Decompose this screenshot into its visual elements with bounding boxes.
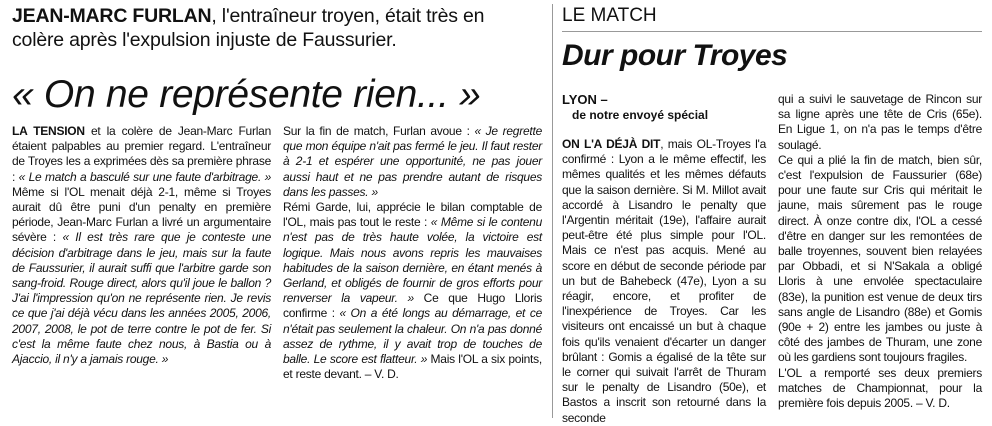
rubric-label: LE MATCH xyxy=(562,4,982,32)
right-col2-text-a: qui a suivi le sauvetage de Rincon sur sa ligne après une tête de Cris (65e). En Ligue 1, on n'a pas le temps d'être soulagé. xyxy=(778,92,982,152)
kicker xyxy=(12,4,542,52)
left-column-2 xyxy=(283,124,542,382)
byline: de notre envoyé spécial xyxy=(572,108,709,122)
kicker-rest: , l'entraîneur troyen, était très en xyxy=(211,5,485,27)
paragraph-text: Mais l'OL a six points, et reste devant. – V. D. xyxy=(283,352,542,382)
quote-text: « On a été longs au démarrage, et ce n'était pas seulement la chaleur. On n'a pas donné assez de rythme, il y avait trop de touches de balle. Le score est flatteur. » xyxy=(283,306,542,367)
paragraph-text: Ce que Hugo Lloris confirme : xyxy=(283,291,543,321)
right-article-body xyxy=(562,92,982,426)
quote-text: « Il est très rare que je conteste une décision d'arbitrage dans le jeu, mais sur la faute de Faussurier, il aurait suffi que l'arbitre garde son sang-froid. Rouge direct, alors qu'il joue le ballon ? J'ai l'impression qu'on ne représente rien. Je revis ce que j'ai déjà vécu dans les années 2005, 2006, 2007, 2008, le pot de terre contre le pot de fer. Si c'est la même faute chez nous, à Bastia ou à Ajaccio, il n'y a jamais rouge. » xyxy=(12,230,271,367)
quote-text: « Je regrette que mon équipe n'ait pas fermé le jeu. Il faut rester à 2-1 et espérer une opportunité, ne pas jouer aussi haut et ne pas prendre autant de risques dans les passes. » xyxy=(283,124,542,199)
column-divider xyxy=(552,4,553,418)
quote-text: « Même si le contenu n'est pas de très haute volée, la victoire est logique. Mais nous avons repris les mauvaises habitudes de la saison dernière, en étant menés à Gerland, et obligés de fournir de gros efforts pour renverser la vapeur. » xyxy=(283,215,543,306)
left-col1-text xyxy=(12,124,271,367)
left-col2-text-b xyxy=(283,200,542,382)
left-article-body xyxy=(12,124,542,382)
paragraph-text: et la colère de Jean-Marc Furlan étaient palpables au premier regard. L'entraîneur de Troyes les a exprimées dès sa première phrase : xyxy=(12,124,271,184)
right-col2-text-b: Ce qui a plié la fin de match, bien sûr, c'est l'expulsion de Faussurier (68e) pour une faute sur Cris qui méritait le jaune, mais sûrement pas le rouge direct. À onze contre dix, l'OL a cessé d'être en danger sur les remontées de balle troyennes, souvent bien relayées par Obbadi, et si N'Sakala a obligé Lloris à une envolée spectaculaire (83e), la punition est venue de deux tirs sans angle de Lisandro (88e) et Gomis (90e + 2) entre les jambes ou juste à côté des jambes de Thuram, une zone où les gardiens sont toujours fragiles. xyxy=(778,152,982,365)
right-column-2 xyxy=(778,92,982,426)
dateline: LYON – xyxy=(562,92,608,107)
right-col1-text xyxy=(562,137,766,426)
left-column-1 xyxy=(12,124,271,382)
kicker-line2: colère après l'expulsion injuste de Faussurier. xyxy=(12,29,397,51)
left-article-title: « On ne représente rien... » xyxy=(12,73,481,116)
lead-in: LA TENSION xyxy=(12,124,85,138)
paragraph-text: Rémi Garde, lui, apprécie le bilan comptable de l'OL, mais pas tout le reste : xyxy=(283,200,542,230)
right-column-1 xyxy=(562,92,766,426)
right-article-title: Dur pour Troyes xyxy=(562,39,788,72)
left-col2-text-a xyxy=(283,124,542,200)
quote-text: « Le match a basculé sur une faute d'arbitrage. » xyxy=(18,169,271,184)
paragraph-text: , mais OL-Troyes l'a confirmé : Lyon a le même effectif, les mêmes qualités et les mêmes défauts que la saison dernière. Si M. Millot avait accordé à Lisandro le penalty que l'Argentin méritait (19e), l'affaire aurait peut-être été plus simple pour l'OL. Mais ce n'est pas acquis. Mené au score en début de seconde période par un but de Bahebeck (47e), Lyon a su réagir, encore, et profiter de l'inexpérience de Troyes. Car les visiteurs ont encaissé un but à chaque fois qu'ils venaient d'écarter un danger brûlant : Gomis a égalisé de la tête sur le corner qui suivait l'arrêt de Thuram sur le penalty de Lisandro (50e), et Bastos a inscrit son retourné dans la seconde xyxy=(562,137,766,425)
right-col2-text-c: L'OL a remporté ses deux premiers matches de Championnat, pour la première fois depuis 2005. – V. D. xyxy=(778,365,982,411)
left-article-header xyxy=(12,4,542,118)
paragraph-text: Même si l'OL menait déjà 2-1, même si Troyes aurait dû être puni d'un penalty en première période, Jean-Marc Furlan a livré un argumentaire sévère : xyxy=(12,184,271,245)
kicker-name: JEAN-MARC FURLAN xyxy=(12,5,212,27)
paragraph-text: Sur la fin de match, Furlan avoue : xyxy=(283,124,475,138)
right-article-header xyxy=(562,4,982,74)
lead-in: ON L'A DÉJÀ DIT xyxy=(562,137,661,151)
